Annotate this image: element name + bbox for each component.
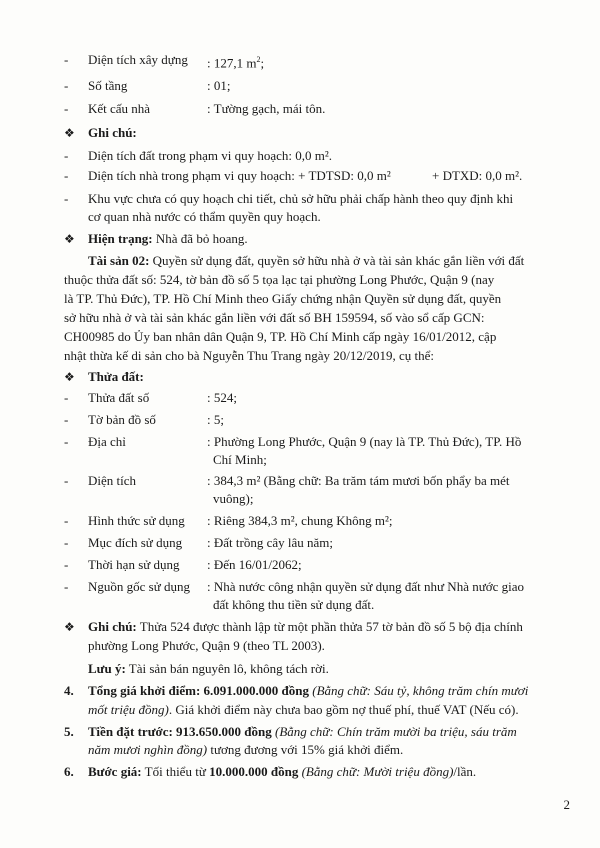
land-area-value-line1: : 384,3 m² (Bằng chữ: Ba trăm tám mươi bốn phẩy ba mét [207, 473, 510, 488]
address-value-line1: : Phường Long Phước, Quận 9 (nay là TP. Thủ Đức), TP. Hồ [207, 434, 522, 449]
note2-line2: phường Long Phước, Quận 9 (theo TL 2003). [88, 638, 325, 653]
list-dash: - [64, 513, 69, 528]
asset2-line6: nhật thừa kế di sản cho bà Nguyễn Thu Trang ngày 20/12/2019, cụ thể: [64, 348, 435, 363]
land-heading: Thửa đất: [88, 369, 144, 384]
asset2-line3: là TP. Thủ Đức), TP. Hồ Chí Minh theo Giấy chứng nhận Quyền sử dụng đất, quyền [64, 291, 502, 306]
status-line: Hiện trạng: Nhà đã bỏ hoang. [88, 231, 248, 246]
use-form-value: : Riêng 384,3 m², chung Không m²; [207, 513, 393, 528]
diamond-bullet-icon: ❖ [64, 232, 75, 246]
item4-line2: mốt triệu đồng). Giá khởi điểm này chưa bao gồm nợ thuế phí, thuế VAT (Nếu có). [88, 702, 519, 717]
term-value: : Đến 16/01/2062; [207, 557, 302, 572]
building-area-value: : 127,1 $m^2$; [207, 55, 265, 71]
list-dash: - [64, 557, 69, 572]
note1-heading: Ghi chú: [88, 125, 137, 140]
plot-value: : 524; [207, 390, 237, 405]
item6-number: 6. [64, 764, 74, 779]
diamond-bullet-icon: ❖ [64, 370, 75, 384]
note1-line3b: cơ quan nhà nước có thẩm quyền quy hoạch. [88, 209, 321, 224]
page-number: 2 [563, 797, 570, 812]
asset2-line4: sở hữu nhà ở và tài sản khác gắn liền với đất số BH 159594, số vào sổ cấp GCN: [64, 310, 485, 325]
item5-line1: Tiền đặt trước: 913.650.000 đồng (Bằng chữ: Chín trăm mười ba triệu, sáu trăm [88, 724, 517, 739]
note2-line1: Ghi chú: Thửa 524 được thành lập từ một phần thửa 57 tờ bản đồ số 5 bộ địa chính [88, 619, 523, 634]
asset2-line2: thuộc thửa đất số: 524, tờ bản đồ số 5 tọa lạc tại phường Long Phước, Quận 9 (nay [64, 272, 495, 287]
land-area-value-line2: vuông); [213, 491, 254, 506]
list-dash: - [64, 148, 69, 163]
item4-number: 4. [64, 683, 74, 698]
list-dash: - [64, 434, 69, 449]
list-dash: - [64, 168, 69, 183]
asset2-line5: CH00985 do Ủy ban nhân dân Quận 9, TP. Hồ Chí Minh cấp ngày 16/01/2012, cập [64, 329, 497, 344]
use-form-label: Hình thức sử dụng [88, 513, 185, 528]
note1-line1: Diện tích đất trong phạm vi quy hoạch: 0,0 m². [88, 148, 332, 163]
origin-label: Nguồn gốc sử dụng [88, 579, 191, 594]
note1-line3a: Khu vực chưa có quy hoạch chi tiết, chủ sở hữu phải chấp hành theo quy định khi [88, 191, 514, 206]
list-dash: - [64, 535, 69, 550]
list-dash: - [64, 390, 69, 405]
plot-label: Thửa đất số [88, 390, 150, 405]
item6-line: Bước giá: Tối thiểu từ 10.000.000 đồng (Bằng chữ: Mười triệu đồng)/lần. [88, 764, 477, 779]
item5-line2: năm mươi nghìn đồng) tương đương với 15% giá khởi điểm. [88, 742, 404, 757]
list-dash: - [64, 473, 69, 488]
floors-label: Số tầng [88, 78, 128, 93]
map-value: : 5; [207, 412, 224, 427]
list-dash: - [64, 101, 69, 116]
floors-value: : 01; [207, 78, 231, 93]
building-area-label: Diện tích xây dựng [88, 52, 188, 67]
asset2-line1: Tài sản 02: Quyền sử dụng đất, quyền sở hữu nhà ở và tài sản khác gắn liền với đất [88, 253, 525, 268]
structure-label: Kết cấu nhà [88, 101, 151, 116]
origin-value-line2: đất không thu tiền sử dụng đất. [213, 597, 375, 612]
remark-line: Lưu ý: Tài sản bán nguyên lô, không tách rời. [88, 661, 329, 676]
address-value-line2: Chí Minh; [213, 452, 267, 467]
term-label: Thời hạn sử dụng [88, 557, 180, 572]
note1-line2b: + DTXD: 0,0 m². [432, 168, 523, 183]
list-dash: - [64, 579, 69, 594]
purpose-value: : Đất trồng cây lâu năm; [207, 535, 333, 550]
list-dash: - [64, 412, 69, 427]
list-dash: - [64, 78, 69, 93]
item5-number: 5. [64, 724, 74, 739]
purpose-label: Mục đích sử dụng [88, 535, 183, 550]
diamond-bullet-icon: ❖ [64, 620, 75, 634]
list-dash: - [64, 191, 69, 206]
map-label: Tờ bản đồ số [88, 412, 156, 427]
origin-value-line1: : Nhà nước công nhận quyền sử dụng đất như Nhà nước giao [207, 579, 525, 594]
list-dash: - [64, 52, 69, 67]
structure-value: : Tường gạch, mái tôn. [207, 101, 326, 116]
land-area-label: Diện tích [88, 473, 137, 488]
diamond-bullet-icon: ❖ [64, 126, 75, 140]
item4-line1: Tổng giá khởi điểm: 6.091.000.000 đồng (Bằng chữ: Sáu tỷ, không trăm chín mươi [88, 683, 529, 698]
address-label: Địa chỉ [88, 434, 126, 449]
note1-line2a: Diện tích nhà trong phạm vi quy hoạch: + TDTSD: 0,0 m² [88, 168, 391, 183]
